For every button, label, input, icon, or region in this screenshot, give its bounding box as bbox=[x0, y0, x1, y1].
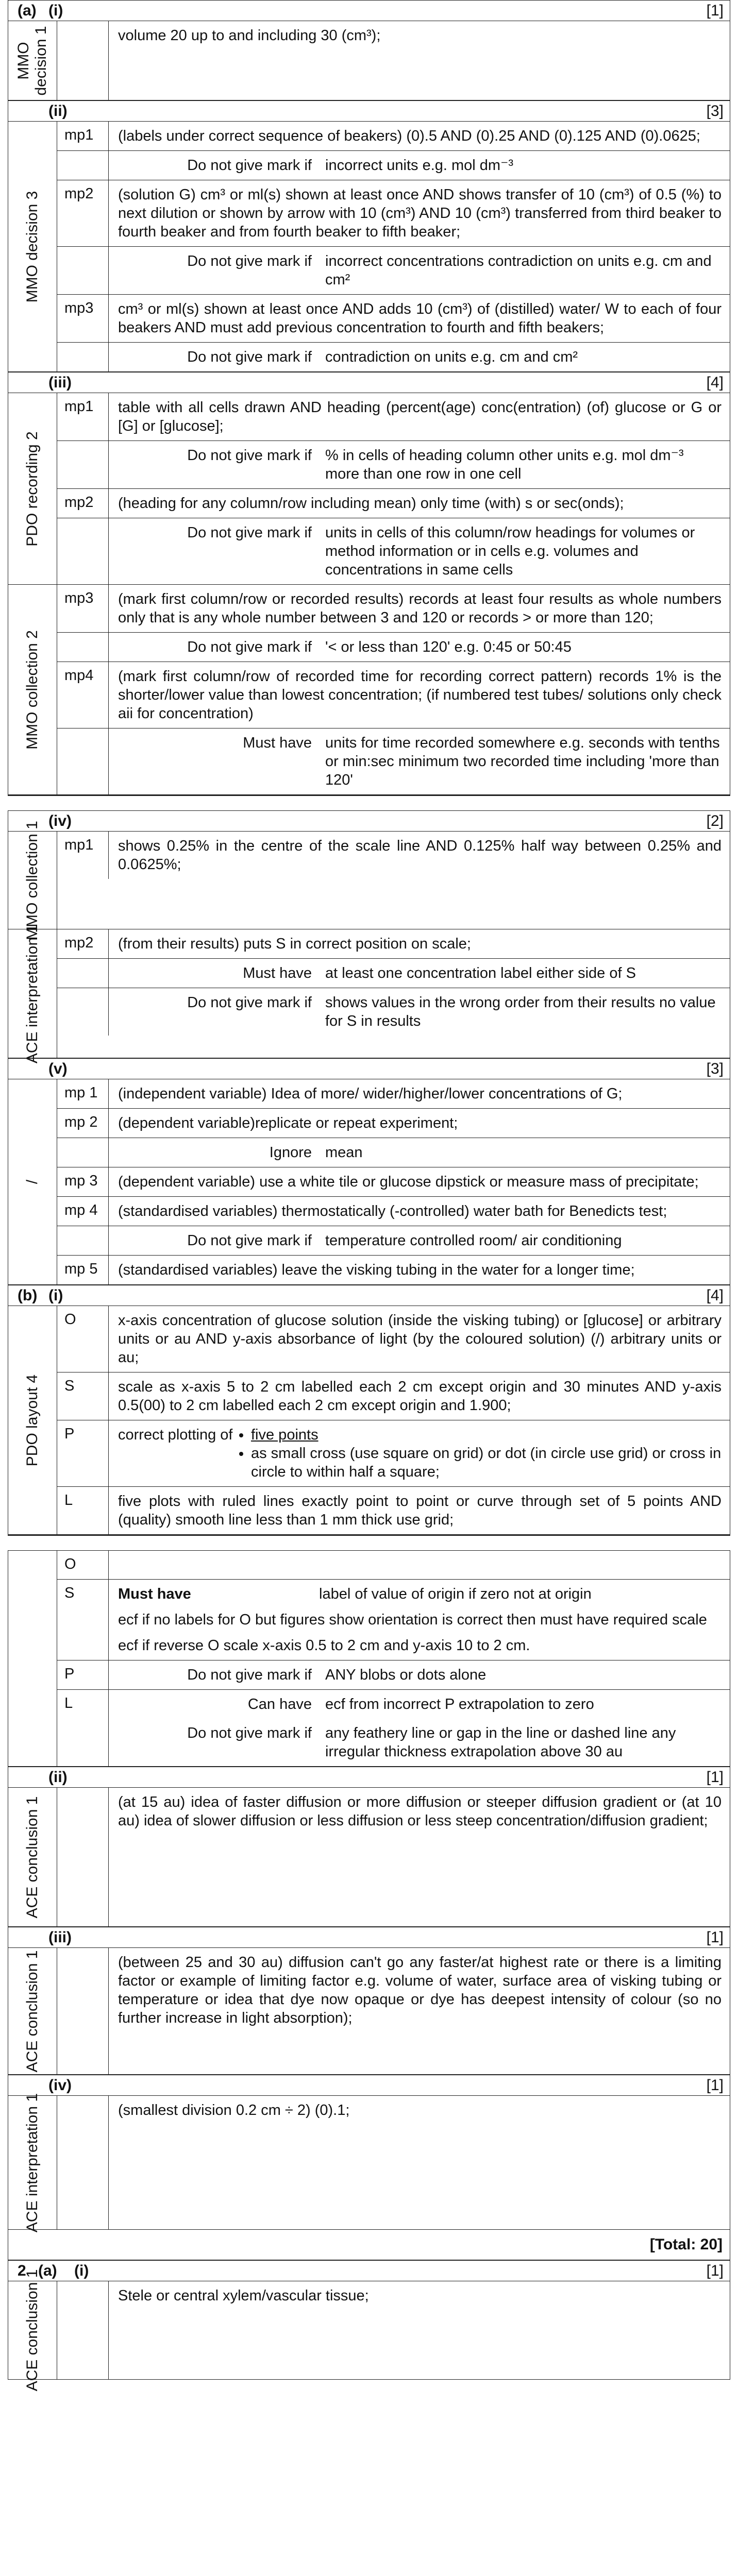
mp-code: mp 1 bbox=[57, 1079, 109, 1108]
condition-key: Do not give mark if bbox=[187, 1232, 312, 1249]
q2a-i-section bbox=[8, 2269, 730, 2392]
mp-code: mp2 bbox=[57, 929, 109, 958]
q1b-iii-block bbox=[8, 1927, 730, 2075]
mp-code: P bbox=[57, 1660, 109, 1689]
condition-value: any feathery line or gap in the line or dashed line any irregular thickness extrapolation above 30 au bbox=[325, 1725, 676, 1760]
part-label: (b) bbox=[18, 1287, 38, 1304]
q1a-iv-block bbox=[8, 810, 730, 1063]
condition-key: Do not give mark if bbox=[187, 639, 312, 655]
q1a-i-header bbox=[8, 1, 730, 21]
mp-code: O bbox=[57, 1551, 109, 1579]
skill-label: ACE conclusion 1 bbox=[8, 1948, 57, 2074]
skill-label: MMO decision 1 bbox=[8, 21, 57, 100]
mp-code: mp2 bbox=[57, 489, 109, 518]
subpart-label: (i) bbox=[74, 2262, 89, 2279]
question-number: 2 bbox=[18, 2262, 26, 2279]
q2a-i-block bbox=[8, 2260, 730, 2392]
q1b-iv-block bbox=[8, 2075, 730, 2260]
skill-label: ACE conclusion 1 bbox=[8, 1788, 57, 1926]
mark-scheme-page bbox=[8, 0, 730, 2392]
marks-label: [1] bbox=[706, 2, 724, 19]
q1b-iv-section bbox=[8, 2093, 730, 2232]
q1b-iii-header bbox=[8, 1927, 730, 1948]
q1a-iii-section-b bbox=[8, 585, 730, 795]
mp-code: S bbox=[57, 1372, 109, 1420]
mp-text: (from their results) puts S in correct position on scale; bbox=[118, 936, 471, 952]
condition-value: at least one concentration label either side of S bbox=[325, 965, 636, 981]
condition-key: Do not give mark if bbox=[187, 1725, 312, 1741]
skill-label: PDO recording 2 bbox=[8, 393, 57, 584]
skill-label: MMO collection 2 bbox=[8, 585, 57, 794]
scale-notes bbox=[109, 1580, 730, 1660]
marks-label: [2] bbox=[706, 812, 724, 829]
marks-label: [4] bbox=[706, 374, 724, 391]
mp-text: (solution G) cm³ or ml(s) shown at least once AND shows transfer of 10 (cm³) of 0.5 (%) to next dilution or shown by arrow with 10 (cm³) AND 10 (cm³) transferred from third beaker to fourth beaker and from fourth beaker to fifth beaker; bbox=[118, 187, 722, 240]
q1b-cont-block bbox=[8, 1550, 730, 1767]
mp-text: (labels under correct sequence of beakers) (0).5 AND (0).25 AND (0).125 AND (0).0625; bbox=[118, 128, 700, 144]
marks-label: [1] bbox=[706, 2077, 724, 2094]
mp-text: (mark first column/row of recorded time for recording correct pattern) records 1% is the shorter/lower value than lowest concentration; (if numbered test tubes/ solutions only check aii for concentration) bbox=[118, 668, 722, 722]
mp-text: shows 0.25% in the centre of the scale line AND 0.125% half way between 0.25% and 0.0625%; bbox=[118, 838, 722, 873]
subpart-label: (iii) bbox=[48, 374, 72, 391]
marks-label: [1] bbox=[706, 2262, 724, 2279]
mp-code: mp 5 bbox=[57, 1256, 109, 1284]
condition-key: Do not give mark if bbox=[187, 349, 312, 365]
bullet-item: • as small cross (use square on grid) or dot (in circle use grid) or cross in circle to within half a square; bbox=[251, 1444, 722, 1481]
q1a-ii-section bbox=[8, 122, 730, 372]
condition-value: incorrect concentrations contradiction on units e.g. cm and cm² bbox=[325, 253, 712, 288]
mp-text: (heading for any column/row including mean) only time (with) s or sec(onds); bbox=[118, 495, 624, 512]
mp-code: mp 3 bbox=[57, 1167, 109, 1196]
q1b-ii-header bbox=[8, 1767, 730, 1788]
mp-text: x-axis concentration of glucose solution (inside the visking tubing) or [glucose] or arbitrary units or au AND y-axis absorbance of light (by the coloured solution) (/) arbitrary units or au; bbox=[118, 1312, 722, 1366]
condition-value: shows values in the wrong order from their results no value for S in results bbox=[325, 994, 716, 1029]
q1a-ii-block bbox=[8, 100, 730, 372]
mp-code: mp3 bbox=[57, 585, 109, 632]
subpart-label: (ii) bbox=[48, 103, 68, 120]
condition-key: Do not give mark if bbox=[187, 447, 312, 464]
mp-text: (mark first column/row or recorded results) records at least four results as whole numbers only that is any whole number between 3 and 120 or records > or more than 120; bbox=[118, 591, 722, 626]
q1b-iii-section bbox=[8, 1948, 730, 2075]
subpart-label: (v) bbox=[48, 1060, 68, 1077]
condition-key: Do not give mark if bbox=[187, 524, 312, 541]
skill-label: MMO collection 1 bbox=[8, 832, 57, 929]
skill-label: / bbox=[8, 1079, 57, 1284]
condition-key: Do not give mark if bbox=[187, 253, 312, 269]
skill-label: PDO layout 4 bbox=[8, 1306, 57, 1534]
ecf-note: ecf if no labels for O but figures show orientation is correct then must have required scale bbox=[118, 1612, 707, 1628]
answer-text: (smallest division 0.2 cm ÷ 2) (0).1; bbox=[118, 2102, 350, 2119]
q1a-v-block bbox=[8, 1058, 730, 1285]
condition-value: units for time recorded somewhere e.g. seconds with tenths or min:sec minimum two recorded time including 'more than 120' bbox=[325, 735, 720, 788]
marks-label: [1] bbox=[706, 1929, 724, 1946]
mp-code: mp2 bbox=[57, 180, 109, 246]
answer-text: volume 20 up to and including 30 (cm³); bbox=[118, 27, 381, 44]
mp-code: mp1 bbox=[57, 832, 109, 879]
mp-code: L bbox=[57, 1487, 109, 1534]
q1a-iii-header bbox=[8, 372, 730, 393]
condition-key: Must have bbox=[243, 965, 312, 981]
marks-label: [4] bbox=[706, 1287, 724, 1304]
marks-label: [1] bbox=[706, 1769, 724, 1786]
q1a-ii-header bbox=[8, 101, 730, 122]
q1a-i-block bbox=[8, 0, 730, 100]
condition-key: Do not give mark if bbox=[187, 157, 312, 174]
condition-value: mean bbox=[325, 1144, 363, 1161]
condition-key: Do not give mark if bbox=[187, 994, 312, 1011]
mp-text: cm³ or ml(s) shown at least once AND adds 10 (cm³) of (distilled) water/ W to each of four beakers AND must add previous concentration to fourth and fifth beakers; bbox=[118, 301, 722, 336]
subpart-label: (iv) bbox=[48, 812, 72, 829]
marks-label: [3] bbox=[706, 1060, 724, 1077]
q1b-ii-block bbox=[8, 1767, 730, 1927]
condition-key: Ignore bbox=[269, 1144, 312, 1161]
mp-text: table with all cells drawn AND heading (percent(age) conc(entration) (of) glucose or G or [G] or [glucose]; bbox=[118, 399, 722, 434]
part-label: (a) bbox=[18, 2, 37, 19]
marks-label: [3] bbox=[706, 103, 724, 120]
condition-value: ANY blobs or dots alone bbox=[325, 1667, 487, 1683]
condition-value: '< or less than 120' e.g. 0:45 or 50:45 bbox=[325, 639, 572, 655]
q1a-iii-block bbox=[8, 372, 730, 795]
q2a-i-header bbox=[8, 2261, 730, 2281]
ecf-note: ecf if reverse O scale x-axis 0.5 to 2 cm and y-axis 10 to 2 cm. bbox=[118, 1637, 530, 1654]
mp-code: mp3 bbox=[57, 295, 109, 342]
q1a-iv-section-b bbox=[8, 924, 730, 1063]
q1a-iv-header bbox=[8, 811, 730, 832]
bullet-item: • five points bbox=[251, 1426, 722, 1444]
mp-code: O bbox=[57, 1306, 109, 1372]
q1b-ii-section bbox=[8, 1788, 730, 1927]
subpart-label: (ii) bbox=[48, 1769, 68, 1786]
condition-key: Must have bbox=[243, 735, 312, 751]
mp-text: (dependent variable) use a white tile or glucose dipstick or measure mass of precipitate; bbox=[118, 1174, 699, 1190]
q1b-i-header bbox=[8, 1285, 730, 1306]
subpart-label: (iii) bbox=[48, 1929, 72, 1946]
q1a-v-header bbox=[8, 1059, 730, 1079]
q1b-i-block bbox=[8, 1285, 730, 1535]
q1b-i-section bbox=[8, 1306, 730, 1535]
mp-text: (dependent variable)replicate or repeat experiment; bbox=[118, 1115, 458, 1131]
subpart-label: (iv) bbox=[48, 2077, 72, 2094]
q1b-cont-section bbox=[8, 1551, 730, 1767]
subpart-label: (i) bbox=[48, 1287, 63, 1304]
skill-label: ACE interpretation 1 bbox=[8, 929, 57, 1058]
mp-code: mp 4 bbox=[57, 1197, 109, 1226]
answer-text: (at 15 au) idea of faster diffusion or more diffusion or steeper diffusion gradient or (at 10 au) idea of slower diffusion or less diffusion or less steep concentration/diffusion gradient; bbox=[118, 1794, 722, 1829]
condition-key: Can have bbox=[247, 1696, 312, 1713]
condition-value: temperature controlled room/ air conditioning bbox=[325, 1232, 622, 1249]
mp-text: (independent variable) Idea of more/ wider/higher/lower concentrations of G; bbox=[118, 1086, 623, 1102]
mp-text: (standardised variables) thermostatically (-controlled) water bath for Benedicts test; bbox=[118, 1203, 667, 1219]
mp-code: mp1 bbox=[57, 393, 109, 440]
mp-code: S bbox=[57, 1580, 109, 1660]
mp-code: mp1 bbox=[57, 122, 109, 150]
condition-key: Do not give mark if bbox=[187, 1667, 312, 1683]
condition-value: units in cells of this column/row headings for volumes or method information or in cells e.g. volumes and concentrations in same cells bbox=[325, 524, 695, 578]
mp-code: P bbox=[57, 1420, 109, 1486]
skill-label: ACE conclusion 1 bbox=[8, 2281, 57, 2379]
condition-value: % in cells of heading column other units e.g. mol dm⁻³ more than one row in one cell bbox=[325, 447, 684, 482]
skill-label: MMO decision 3 bbox=[8, 122, 57, 371]
mp-code: L bbox=[57, 1690, 109, 1766]
mp-text: five plots with ruled lines exactly point to point or curve through set of 5 points AND (quality) smooth line less than 1 mm thick use grid; bbox=[118, 1493, 722, 1528]
mp-text: (standardised variables) leave the visking tubing in the water for a longer time; bbox=[118, 1262, 635, 1278]
plotting-criteria bbox=[109, 1420, 730, 1486]
subpart-label: (i) bbox=[48, 2, 63, 19]
skill-label: ACE interpretation 1 bbox=[8, 2096, 57, 2229]
condition-value: ecf from incorrect P extrapolation to zero bbox=[325, 1696, 594, 1713]
skill-label-empty bbox=[8, 1551, 57, 1766]
condition-key: Must have bbox=[118, 1586, 191, 1602]
total-marks: [Total: 20] bbox=[8, 2230, 730, 2260]
answer-text: (between 25 and 30 au) diffusion can't go any faster/at highest rate or there is a limiting factor or example of limiting factor e.g. volume of water, surface area of visking tubing or temperature or idea that dye now opaque or dye has deepest intensity of colour (so no further increase in light absorption); bbox=[118, 1954, 722, 2026]
mp-text: scale as x-axis 5 to 2 cm labelled each 2 cm except origin and 30 minutes AND y-axis 0.5(00) to 2 cm labelled each 2 cm except origin and 1.900; bbox=[118, 1379, 722, 1414]
mp-code: mp 2 bbox=[57, 1109, 109, 1138]
condition-value: incorrect units e.g. mol dm⁻³ bbox=[325, 157, 514, 174]
condition-value: contradiction on units e.g. cm and cm² bbox=[325, 349, 578, 365]
condition-value: label of value of origin if zero not at origin bbox=[319, 1586, 592, 1602]
q1a-i-section bbox=[8, 21, 730, 100]
q1a-v-section bbox=[8, 1079, 730, 1285]
mp-code: mp4 bbox=[57, 662, 109, 728]
q1a-iii-section-a bbox=[8, 393, 730, 585]
plotting-intro: correct plotting of bbox=[118, 1427, 233, 1443]
part-label: (a) bbox=[38, 2262, 57, 2279]
q1b-iv-header bbox=[8, 2075, 730, 2096]
answer-text: Stele or central xylem/vascular tissue; bbox=[118, 2287, 369, 2304]
